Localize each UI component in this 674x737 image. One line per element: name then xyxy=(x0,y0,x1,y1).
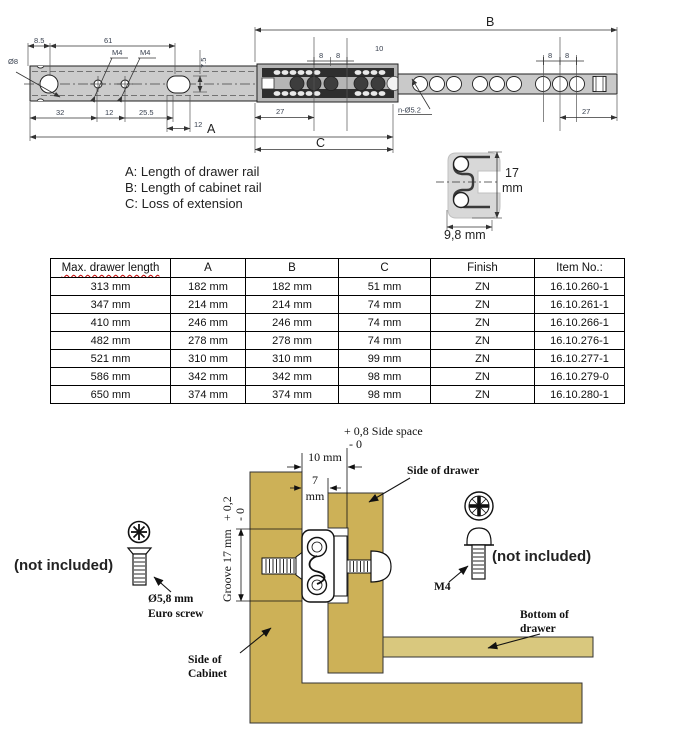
table-row xyxy=(51,386,625,404)
m4-label: M4 xyxy=(434,581,451,593)
table-cell: 99 mm xyxy=(339,350,431,368)
profile-dim-17-unit: mm xyxy=(502,181,523,195)
ball-top xyxy=(454,157,469,172)
not-included-left: (not included) xyxy=(14,557,114,574)
drawer-bottom-panel xyxy=(365,637,593,657)
table-cell: 586 mm xyxy=(51,368,171,386)
cabinet-rail-side-view xyxy=(398,74,617,94)
profile-dim-9-8: 9,8 mm xyxy=(444,228,486,242)
label-n-dia-5-2: n-Ø5.2 xyxy=(398,105,421,115)
label-o8: Ø8 xyxy=(8,57,19,66)
col-item-no: Item No.: xyxy=(535,259,625,278)
table-row xyxy=(51,368,625,386)
table-cell: 521 mm xyxy=(51,350,171,368)
table-cell: 16.10.266-1 xyxy=(535,314,625,332)
dim-A: A xyxy=(207,122,216,136)
table-cell: 214 mm xyxy=(171,296,246,314)
dim-8d: 8 xyxy=(565,51,570,60)
table-cell: 182 mm xyxy=(171,278,246,296)
side-of-cabinet-1: Side of xyxy=(188,654,222,666)
dim-25-5: 25.5 xyxy=(139,108,154,117)
rail-table-body xyxy=(51,278,625,404)
dim-12: 12 xyxy=(105,108,114,117)
dim-8c: 8 xyxy=(548,51,553,60)
rail-cross-section xyxy=(436,152,523,242)
legend xyxy=(125,164,262,211)
groove-dim-label: Groove 17 mm xyxy=(220,529,234,602)
telescopic-overlap-section xyxy=(257,64,401,102)
dim-61: 61 xyxy=(104,36,113,45)
legend-b: B: Length of cabinet rail xyxy=(125,180,262,195)
table-cell: 214 mm xyxy=(246,296,339,314)
table-cell: 374 mm xyxy=(171,386,246,404)
m4-screw-loose xyxy=(464,492,494,579)
table-cell: 74 mm xyxy=(339,314,431,332)
ball-bottom xyxy=(454,193,469,208)
table-cell: 278 mm xyxy=(246,332,339,350)
table-cell: ZN xyxy=(431,296,535,314)
table-row xyxy=(51,278,625,296)
dim-8b: 8 xyxy=(336,51,341,60)
dim-10: 10 xyxy=(375,44,384,53)
col-b: B xyxy=(246,259,339,278)
table-cell: ZN xyxy=(431,350,535,368)
table-cell: 650 mm xyxy=(51,386,171,404)
col-max-drawer-length: Max. drawer length xyxy=(51,259,171,278)
rail-assembly-section xyxy=(302,530,347,602)
table-cell: 342 mm xyxy=(171,368,246,386)
cabinet-side-panel xyxy=(250,472,582,723)
label-m4-1: M4 xyxy=(112,48,123,57)
table-row xyxy=(51,350,625,368)
slot-hole xyxy=(167,76,190,93)
table-cell: 342 mm xyxy=(246,368,339,386)
table-cell: 16.10.261-1 xyxy=(535,296,625,314)
dim-12-slot: 12 xyxy=(194,120,203,129)
table-cell: 74 mm xyxy=(339,296,431,314)
table-cell: 310 mm xyxy=(246,350,339,368)
legend-c: C: Loss of extension xyxy=(125,196,243,211)
table-cell: 347 mm xyxy=(51,296,171,314)
table-cell: ZN xyxy=(431,332,535,350)
table-cell: 482 mm xyxy=(51,332,171,350)
installation-diagram xyxy=(0,420,674,737)
table-cell: 278 mm xyxy=(171,332,246,350)
rail-spec-table xyxy=(50,258,625,404)
col-c: C xyxy=(339,259,431,278)
dim-10mm: 10 mm xyxy=(308,450,342,464)
table-cell: 74 mm xyxy=(339,332,431,350)
dim-7-unit: mm xyxy=(305,489,325,503)
side-of-drawer-label: Side of drawer xyxy=(407,465,480,477)
ball-top xyxy=(308,538,327,557)
groove-tol-2: - 0 xyxy=(233,508,247,521)
table-cell: ZN xyxy=(431,278,535,296)
table-cell: 16.10.276-1 xyxy=(535,332,625,350)
dim-8-5: 8.5 xyxy=(34,36,45,45)
euro-screw-name: Euro screw xyxy=(148,608,204,620)
col-finish: Finish xyxy=(431,259,535,278)
legend-a: A: Length of drawer rail xyxy=(125,164,260,179)
table-cell: 16.10.280-1 xyxy=(535,386,625,404)
side-space-tol: - 0 xyxy=(349,437,362,451)
table-cell: 182 mm xyxy=(246,278,339,296)
table-cell: 310 mm xyxy=(171,350,246,368)
side-of-cabinet-2: Cabinet xyxy=(188,668,227,680)
table-cell: 98 mm xyxy=(339,386,431,404)
groove-tol-1: + 0,2 xyxy=(220,496,234,521)
rail-technical-drawing xyxy=(0,0,674,252)
table-cell: ZN xyxy=(431,314,535,332)
table-cell: 16.10.277-1 xyxy=(535,350,625,368)
dim-32: 32 xyxy=(56,108,65,117)
table-cell: 410 mm xyxy=(51,314,171,332)
table-cell: 313 mm xyxy=(51,278,171,296)
table-cell: 16.10.279-0 xyxy=(535,368,625,386)
not-included-right: (not included) xyxy=(492,548,592,565)
dim-27-right: 27 xyxy=(582,107,591,116)
label-m4-2: M4 xyxy=(140,48,151,57)
euro-screw-loose xyxy=(128,522,151,586)
table-row xyxy=(51,314,625,332)
bottom-of-drawer-1: Bottom of xyxy=(520,609,569,621)
table-cell: 374 mm xyxy=(246,386,339,404)
bottom-of-drawer-2: drawer xyxy=(520,623,556,635)
table-cell: ZN xyxy=(431,368,535,386)
dim-7: 7 xyxy=(312,473,318,487)
table-cell: 51 mm xyxy=(339,278,431,296)
dim-C: C xyxy=(316,136,326,150)
table-cell: ZN xyxy=(431,386,535,404)
col-a: A xyxy=(171,259,246,278)
table-row xyxy=(51,332,625,350)
dim-8a: 8 xyxy=(319,51,324,60)
dim-27-left: 27 xyxy=(276,107,285,116)
euro-screw-dia: Ø5,8 mm xyxy=(148,593,194,605)
side-space-label: + 0,8 Side space xyxy=(344,424,423,438)
table-cell: 246 mm xyxy=(246,314,339,332)
table-cell: 98 mm xyxy=(339,368,431,386)
drawer-rail-side-view xyxy=(24,66,274,101)
profile-dim-17: 17 xyxy=(505,166,519,180)
table-row xyxy=(51,296,625,314)
table-header-row xyxy=(51,259,625,278)
dim-B: B xyxy=(486,15,495,29)
table-cell: 16.10.260-1 xyxy=(535,278,625,296)
table-cell: 246 mm xyxy=(171,314,246,332)
dim-7-5: 7.5 xyxy=(199,57,208,68)
